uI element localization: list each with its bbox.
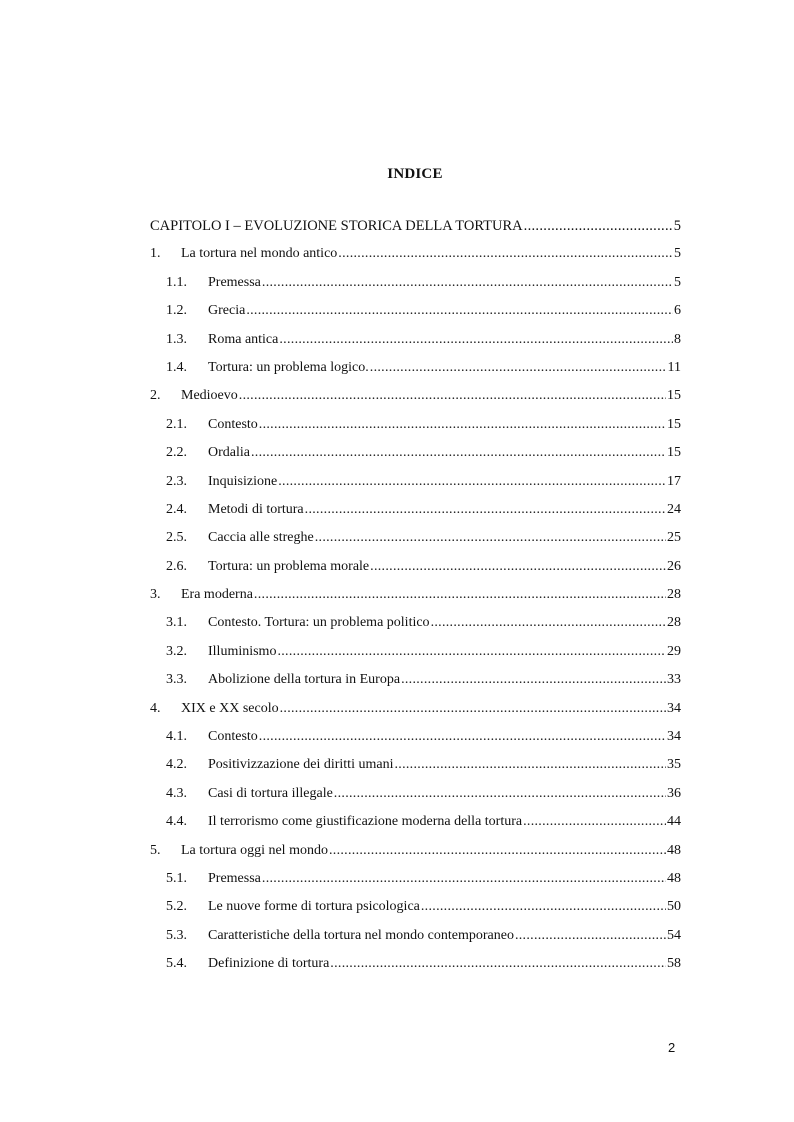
footer-page-number: 2 — [668, 1040, 676, 1055]
entry-page-number: 58 — [667, 956, 681, 972]
entry-page-number: 28 — [667, 587, 681, 603]
entry-title: Contesto — [208, 416, 258, 432]
entry-number: 4.1. — [166, 729, 187, 745]
entry-title: Abolizione della tortura in Europa — [208, 672, 401, 688]
entry-page-number: 34 — [667, 700, 681, 716]
entry-page-number: 34 — [667, 729, 681, 745]
dot-leader — [254, 581, 666, 609]
entry-title: Le nuove forme di tortura psicologica — [208, 899, 420, 915]
entry-number: 2.5. — [166, 530, 187, 546]
dot-leader — [370, 354, 667, 382]
entry-page-number: 50 — [667, 899, 681, 915]
entry-title: Premessa — [208, 870, 261, 886]
toc-subsection-entry[interactable] — [150, 524, 681, 552]
entry-page-number: 17 — [667, 473, 681, 489]
toc-section-entry[interactable] — [150, 240, 681, 268]
dot-leader — [262, 269, 673, 297]
dot-leader — [334, 780, 666, 808]
toc-subsection-entry[interactable] — [150, 723, 681, 751]
entry-page-number: 48 — [667, 870, 681, 886]
entry-title: Medioevo — [181, 388, 238, 404]
dot-leader — [370, 553, 666, 581]
entry-page-number: 15 — [667, 416, 681, 432]
entry-number: 1.3. — [166, 331, 187, 347]
entry-page-number: 6 — [674, 303, 681, 319]
entry-page-number: 29 — [667, 643, 681, 659]
entry-page-number: 25 — [667, 530, 681, 546]
entry-number: 1.2. — [166, 303, 187, 319]
entry-page-number: 5 — [674, 274, 681, 290]
dot-leader — [523, 808, 666, 836]
toc-subsection-entry[interactable] — [150, 893, 681, 921]
dot-leader — [279, 326, 673, 354]
toc-subsection-entry[interactable] — [150, 269, 681, 297]
entry-page-number: 35 — [667, 757, 681, 773]
toc-subsection-entry[interactable] — [150, 950, 681, 978]
entry-title: Il terrorismo come giustificazione moderna della tortura — [208, 814, 523, 830]
entry-page-number: 36 — [667, 785, 681, 801]
toc-subsection-entry[interactable] — [150, 666, 681, 694]
entry-number: 5.2. — [166, 899, 187, 915]
dot-leader — [239, 382, 666, 410]
entry-number: 3.1. — [166, 615, 187, 631]
entry-title: Casi di tortura illegale — [208, 785, 333, 801]
dot-leader — [259, 723, 666, 751]
toc-subsection-entry[interactable] — [150, 411, 681, 439]
entry-number: 1.1. — [166, 274, 187, 290]
entry-title: Inquisizione — [208, 473, 278, 489]
entry-number: 3. — [150, 587, 161, 603]
entry-title: Era moderna — [181, 587, 253, 603]
toc-subsection-entry[interactable] — [150, 354, 681, 382]
toc-subsection-entry[interactable] — [150, 922, 681, 950]
toc-subsection-entry[interactable] — [150, 780, 681, 808]
entry-number: 4.3. — [166, 785, 187, 801]
entry-title: Premessa — [208, 274, 261, 290]
entry-number: 2.6. — [166, 558, 187, 574]
entry-number: 4.2. — [166, 757, 187, 773]
entry-title: Caratteristiche della tortura nel mondo contemporaneo — [208, 927, 514, 943]
entry-title: Definizione di tortura — [208, 956, 330, 972]
entry-number: 1.4. — [166, 359, 187, 375]
entry-title: Contesto. Tortura: un problema politico — [208, 615, 430, 631]
entry-title: Tortura: un problema logico. — [208, 359, 369, 375]
toc-subsection-entry[interactable] — [150, 638, 681, 666]
entry-page-number: 28 — [667, 615, 681, 631]
entry-number: 4. — [150, 700, 161, 716]
toc-chapter-entry[interactable] — [150, 212, 681, 240]
entry-title: La tortura nel mondo antico — [181, 246, 338, 262]
toc-section-entry[interactable] — [150, 382, 681, 410]
entry-number: 2.3. — [166, 473, 187, 489]
dot-leader — [338, 240, 673, 268]
entry-number: 5.4. — [166, 956, 187, 972]
toc-subsection-entry[interactable] — [150, 496, 681, 524]
entry-title: Metodi di tortura — [208, 501, 304, 517]
entry-page-number: 33 — [667, 672, 681, 688]
toc-subsection-entry[interactable] — [150, 468, 681, 496]
entry-number: 2.4. — [166, 501, 187, 517]
dot-leader — [394, 751, 666, 779]
toc-section-entry[interactable] — [150, 837, 681, 865]
entry-page-number: 11 — [667, 359, 681, 375]
entry-title: Positivizzazione dei diritti umani — [208, 757, 394, 773]
entry-title: Contesto — [208, 729, 258, 745]
chapter-page-number: 5 — [673, 218, 681, 234]
entry-number: 1. — [150, 246, 161, 262]
dot-leader — [330, 950, 666, 978]
dot-leader — [278, 468, 666, 496]
dot-leader — [246, 297, 673, 325]
entry-page-number: 24 — [667, 501, 681, 517]
toc-subsection-entry[interactable] — [150, 553, 681, 581]
entry-number: 2.2. — [166, 445, 187, 461]
entry-title: La tortura oggi nel mondo — [181, 842, 328, 858]
entry-number: 3.3. — [166, 672, 187, 688]
entry-number: 5. — [150, 842, 161, 858]
entry-page-number: 48 — [667, 842, 681, 858]
dot-leader — [431, 609, 666, 637]
toc-subsection-entry[interactable] — [150, 439, 681, 467]
entry-page-number: 15 — [667, 388, 681, 404]
toc-subsection-entry[interactable] — [150, 865, 681, 893]
entry-title: Caccia alle streghe — [208, 530, 314, 546]
dot-leader — [280, 695, 666, 723]
entry-number: 4.4. — [166, 814, 187, 830]
toc-subsection-entry[interactable] — [150, 609, 681, 637]
dot-leader — [329, 837, 666, 865]
entry-number: 5.1. — [166, 870, 187, 886]
dot-leader — [251, 439, 666, 467]
dot-leader — [277, 638, 666, 666]
dot-leader — [421, 893, 666, 921]
page-title: INDICE — [387, 166, 443, 182]
toc-section-entry[interactable] — [150, 581, 681, 609]
dot-leader — [524, 212, 673, 240]
chapter-title: CAPITOLO I – EVOLUZIONE STORICA DELLA TORTURA — [150, 218, 523, 234]
dot-leader — [315, 524, 666, 552]
table-of-contents — [150, 212, 681, 979]
dot-leader — [262, 865, 666, 893]
dot-leader — [515, 922, 666, 950]
toc-subsection-entry[interactable] — [150, 326, 681, 354]
entry-title: Illuminismo — [208, 643, 277, 659]
toc-subsection-entry[interactable] — [150, 751, 681, 779]
entry-page-number: 44 — [667, 814, 681, 830]
entry-title: XIX e XX secolo — [181, 700, 279, 716]
entry-page-number: 26 — [667, 558, 681, 574]
entry-title: Roma antica — [208, 331, 279, 347]
entry-title: Tortura: un problema morale — [208, 558, 370, 574]
toc-subsection-entry[interactable] — [150, 808, 681, 836]
entry-number: 2. — [150, 388, 161, 404]
entry-page-number: 15 — [667, 445, 681, 461]
entry-number: 5.3. — [166, 927, 187, 943]
dot-leader — [305, 496, 666, 524]
toc-subsection-entry[interactable] — [150, 297, 681, 325]
entry-number: 2.1. — [166, 416, 187, 432]
entry-title: Ordalia — [208, 445, 250, 461]
entry-title: Grecia — [208, 303, 246, 319]
dot-leader — [259, 411, 666, 439]
entry-number: 3.2. — [166, 643, 187, 659]
entry-page-number: 54 — [667, 927, 681, 943]
toc-section-entry[interactable] — [150, 695, 681, 723]
dot-leader — [401, 666, 666, 694]
entry-page-number: 8 — [674, 331, 681, 347]
entry-page-number: 5 — [674, 246, 681, 262]
